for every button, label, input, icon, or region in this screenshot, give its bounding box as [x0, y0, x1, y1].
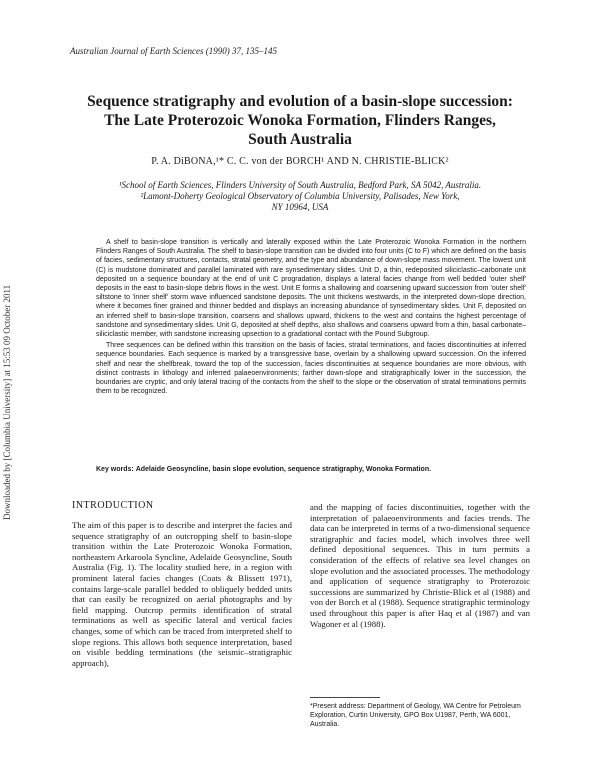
affiliation-2-cont: NY 10964, USA	[271, 202, 329, 212]
footnote-divider	[310, 697, 380, 698]
title-line-2: The Late Proterozoic Wonoka Formation, Flinders Ranges,	[104, 112, 496, 129]
author-list: P. A. DiBONA,¹* C. C. von der BORCH¹ AND N. CHRISTIE-BLICK²	[151, 156, 449, 167]
affiliation-2: ²Lamont-Doherty Geological Observatory of Columbia University, Palisades, New York,	[140, 191, 460, 201]
abstract	[96, 238, 526, 398]
title-line-3: South Australia	[248, 131, 352, 148]
keywords-label: Key words:	[96, 466, 134, 473]
intro-column-left	[72, 520, 292, 668]
download-watermark: Downloaded by [Columbia University] at 15:53 09 October 2011	[2, 284, 12, 520]
intro-paragraph-right: and the mapping of facies discontinuities, together with the interpretation of palaeoenvironments and facies trends. The data can be interpreted in terms of a two-dimensional sequence stratigraphic and facies model, which involves three well defined depositional sequences. This in turn permits a consideration of the effects of relative sea level changes on slope evolution and the associated processes. The methodology and application of sequence stratigraphy to Proterozoic successions are summarized by Christie-Blick et al (1988) and von der Borch et al (1988). Sequence stratigraphic terminology used throughout this paper is after Haq et al (1987) and van Wagoner et al (1988).	[310, 502, 530, 629]
keywords	[96, 466, 526, 473]
abstract-paragraph-2: Three sequences can be defined within this transition on the basis of facies, stratal terminations, and facies discontinuities at inferred sequence boundaries. Each sequence is marked by a transgressive base, overlain by a shallowing upward succession. On the inferred shelf and near the shelfbreak, toward the top of the succession, facies discontinuities at sequence boundaries are more obvious, with distinct contrasts in lithology and inferred palaeoenvironments; farther down-slope and stratigraphically lower in the succession, the boundaries are cryptic, and only lateral tracing of the contacts from the shelf to the slope or the observation of stratal terminations permits them to be recognized.	[96, 342, 526, 396]
intro-column-right	[310, 502, 530, 629]
section-heading-introduction: INTRODUCTION	[72, 500, 154, 511]
abstract-paragraph-1: A shelf to basin-slope transition is vertically and laterally exposed within the Late Proterozoic Wonoka Formation in the northern Flinders Ranges of South Australia. The shelf to basin-slope transition can be divided into four units (C to F) which are defined on the basis of facies, sedimentary structures, contacts, stratal geometry, and the type and abundance of down-slope mass movement. The lowest unit (C) is mudstone dominated and parallel laminated with rare synsedimentary slides. Unit D, a thin, redeposited siliciclastic–carbonate unit deposited on a sequence boundary at the end of unit C progradation, displays a lateral facies change from well bedded 'outer shelf' deposits in the east to basin-slope debris flows in the west. Unit E forms a shallowing and coarsening upward succession from 'outer shelf' siltstone to 'inner shelf' storm wave influenced sandstone deposits. The unit thickens westwards, in the interpreted down-slope direction, where it becomes finer grained and thinner bedded and displays an increasing abundance of synsedimentary slides. Unit F, deposited on an inferred shelf to basin-slope transition, coarsens and shallows upward, thickens to the west and contains the highest percentage of sandstone and synsedimentary slides. Unit G, deposited at shelf depths, also shallows and coarsens upward from a thin, basal carbonate–siliciclastic member, with sandstone increasing upsection to a gradational contact with the Pound Subgroup.	[96, 239, 526, 339]
journal-citation: Australian Journal of Earth Sciences (1990) 37, 135–145	[70, 46, 277, 56]
affiliation-1: ¹School of Earth Sciences, Flinders University of South Australia, Bedford Park, SA 5042, Australia.	[118, 180, 482, 190]
keywords-text: Adelaide Geosyncline, basin slope evolution, sequence stratigraphy, Wonoka Formation.	[135, 466, 432, 473]
paper-title	[60, 92, 540, 149]
intro-paragraph-left: The aim of this paper is to describe and interpret the facies and sequence stratigraphy of an outcropping shelf to basin-slope transition within the Late Proterozoic Wonoka Formation, northeastern Arkaroola Syncline, Adelaide Geosyncline, South Australia (Fig. 1). The locality studied here, in a region with prominent lateral facies changes (Coats & Blissett 1971), contains large-scale parallel bedded to obliquely bedded units that can easily be recognized on aerial photographs and by field mapping. Outcrop permits identification of stratal terminations as well as specific lateral and vertical facies changes, some of which can be traced from interpreted shelf to slope regions. This allows both sequence interpretation, based on visible bedding terminations (the seismic–stratigraphic approach),	[72, 520, 292, 668]
affiliations	[70, 180, 530, 213]
footnote: *Present address: Department of Geology, WA Centre for Petroleum Exploration, Curtin University, GPO Box U1987, Perth, WA 6001, Australia.	[310, 703, 521, 728]
title-line-1: Sequence stratigraphy and evolution of a basin-slope succession:	[87, 93, 513, 110]
